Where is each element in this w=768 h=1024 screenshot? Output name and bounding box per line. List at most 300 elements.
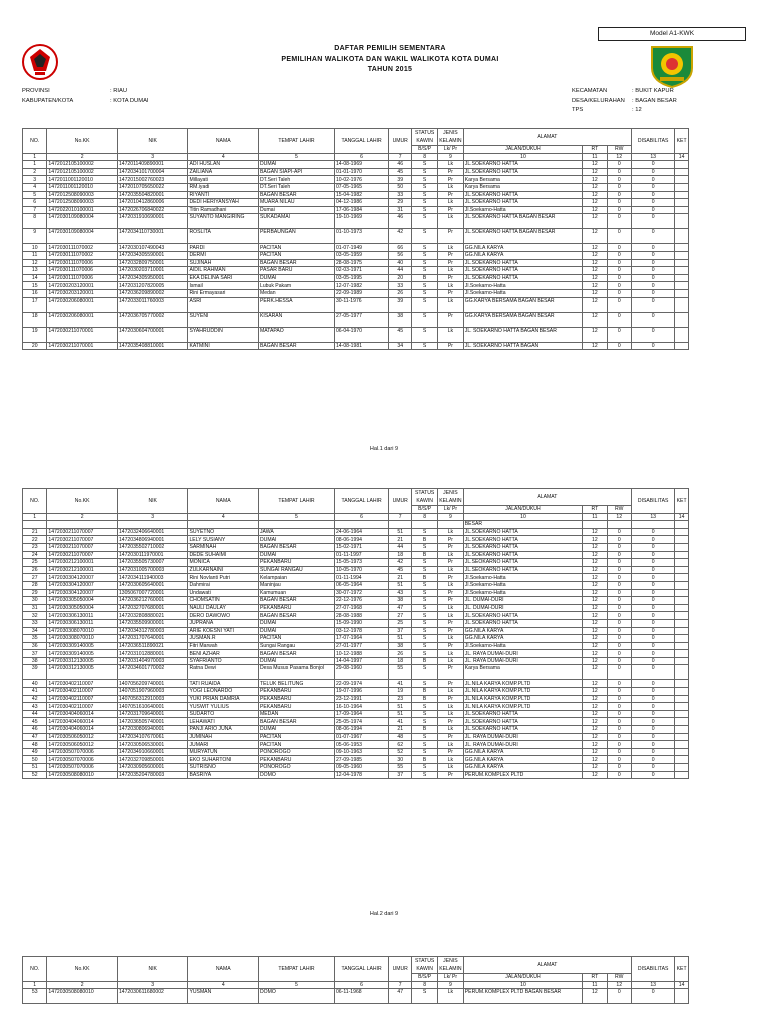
cell-nama: ASRI [188, 297, 259, 312]
cell-empty [259, 521, 335, 529]
cell-rw: 0 [607, 657, 631, 665]
cell-alamat-jalan: JL.SOEKARNO HATTA BAGAN BESAR [463, 229, 582, 244]
cell-rt: 12 [583, 244, 607, 252]
cell-nik: 1472030203710001 [117, 267, 188, 275]
cell-row-number: 42 [23, 695, 47, 703]
cell-jenis-kelamin: Lk [438, 756, 464, 764]
cell-nama: Rini Ermayasari [188, 289, 259, 297]
cell-ket [675, 635, 689, 643]
cell-rw: 0 [607, 597, 631, 605]
cell-rt: 12 [583, 657, 607, 665]
cell-disabilitas: 0 [631, 635, 674, 643]
table-row [23, 581, 689, 589]
cell-no-kk: 1472030111070006 [47, 274, 118, 282]
cell-alamat-jalan: JL. RAYA DUMAI-DURI [463, 741, 582, 749]
cell-alamat-jalan: Jl.Soekarno-Hatta [463, 581, 582, 589]
cell-tanggal-lahir: 10-12-1988 [334, 650, 388, 658]
cell-jenis-kelamin: Lk [438, 635, 464, 643]
cell-ket [675, 297, 689, 312]
cell-tanggal-lahir: 15-04-1982 [334, 191, 388, 199]
cell-nama: YUSMAN [188, 989, 259, 1004]
cell-row-number: 7 [23, 206, 47, 214]
table-row [23, 718, 689, 726]
cell-umur: 66 [389, 244, 412, 252]
cell-disabilitas: 0 [631, 726, 674, 734]
cell-umur: 46 [389, 161, 412, 169]
cell-rt: 12 [583, 206, 607, 214]
table-row [23, 627, 689, 635]
cell-nama: Ratna Dewi [188, 665, 259, 680]
cell-tanggal-lahir: 01-11-1997 [334, 551, 388, 559]
cell-row-number: 9 [23, 229, 47, 244]
cell-alamat-jalan: JL.SOEKARNO HATTA [463, 528, 582, 536]
cell-nama: RIYANTI [188, 191, 259, 199]
column-number: 2 [47, 153, 118, 161]
cell-rw: 0 [607, 327, 631, 342]
cell-rt: 12 [583, 282, 607, 290]
cell-no-kk: 1472012508090003 [47, 191, 118, 199]
cell-nama: BASRIYA [188, 771, 259, 779]
column-number: 4 [188, 981, 259, 989]
cell-tempat-lahir: PACITAN [259, 635, 335, 643]
header-umur: UMUR [389, 489, 412, 514]
cell-umur: 47 [389, 604, 412, 612]
cell-tanggal-lahir: 07-05-1965 [334, 183, 388, 191]
cell-status-kawin: S [412, 183, 438, 191]
cell-nama: Undawati [188, 589, 259, 597]
cell-jenis-kelamin: Pr [438, 733, 464, 741]
cell-no-kk: 1472030402110007 [47, 688, 118, 696]
column-number: 13 [631, 513, 674, 521]
cell-ket [675, 604, 689, 612]
cell-rt: 12 [583, 642, 607, 650]
table-row [23, 551, 689, 559]
cell-disabilitas: 0 [631, 244, 674, 252]
cell-tanggal-lahir: 30-07-1972 [334, 589, 388, 597]
cell-rt: 12 [583, 297, 607, 312]
table-row [23, 741, 689, 749]
cell-tanggal-lahir: 10-02-1976 [334, 176, 388, 184]
cell-alamat-jalan: JL.SOEKARNO HATTA [463, 726, 582, 734]
cell-tempat-lahir: Sungai Rangau [259, 642, 335, 650]
cell-nik: 1472036212760001 [117, 597, 188, 605]
cell-row-number: 12 [23, 259, 47, 267]
cell-status-kawin: S [412, 597, 438, 605]
cell-tanggal-lahir: 10-05-1970 [334, 566, 388, 574]
cell-rw: 0 [607, 665, 631, 680]
cell-status-kawin: B [412, 688, 438, 696]
cell-rw: 0 [607, 566, 631, 574]
cell-ket [675, 680, 689, 688]
cell-alamat-jalan: JL.SOEKARNO HATTA [463, 710, 582, 718]
cell-row-number: 20 [23, 342, 47, 350]
header-rt: RT [583, 506, 607, 514]
cell-ket [675, 282, 689, 290]
cell-nik: 1472032707680001 [117, 604, 188, 612]
cell-umur: 44 [389, 267, 412, 275]
column-number: 4 [188, 153, 259, 161]
cell-rt: 12 [583, 726, 607, 734]
cell-nama: PARDI [188, 244, 259, 252]
cell-nik: 1472010412860006 [117, 199, 188, 207]
cell-nik: 1472032406640001 [117, 528, 188, 536]
table-row [23, 665, 689, 680]
cell-alamat-jalan: GG.NILA KARYA [463, 244, 582, 252]
cell-alamat-continuation: BESAR [463, 521, 582, 529]
cell-tempat-lahir: PASAR BARU [259, 267, 335, 275]
cell-umur: 41 [389, 680, 412, 688]
cell-jenis-kelamin: Lk [438, 282, 464, 290]
cell-nik: 1472035408810001 [117, 342, 188, 350]
column-number: 2 [47, 981, 118, 989]
cell-ket [675, 274, 689, 282]
cell-umur: 41 [389, 718, 412, 726]
cell-jenis-kelamin: Pr [438, 718, 464, 726]
cell-jenis-kelamin: Pr [438, 627, 464, 635]
cell-jenis-kelamin: Pr [438, 259, 464, 267]
cell-umur: 51 [389, 528, 412, 536]
cell-disabilitas: 0 [631, 650, 674, 658]
cell-row-number: 24 [23, 551, 47, 559]
cell-row-number: 29 [23, 589, 47, 597]
cell-jenis-kelamin: Lk [438, 688, 464, 696]
cell-jenis-kelamin: Pr [438, 536, 464, 544]
cell-status-kawin: S [412, 710, 438, 718]
cell-no-kk: 1472022010100001 [47, 206, 118, 214]
cell-tanggal-lahir: 17-09-1964 [334, 710, 388, 718]
table-row [23, 589, 689, 597]
cell-umur: 40 [389, 259, 412, 267]
column-number: 6 [334, 153, 388, 161]
column-number: 9 [438, 981, 464, 989]
cell-alamat-jalan: JL. RAYA DUMAI-DURI [463, 657, 582, 665]
cell-tanggal-lahir: 01-10-1973 [334, 229, 388, 244]
cell-rw: 0 [607, 559, 631, 567]
cell-nik: 1407051907960003 [117, 688, 188, 696]
cell-tempat-lahir: Desa Musus Pasama Bonjol [259, 665, 335, 680]
cell-alamat-jalan: Karya Bersama [463, 183, 582, 191]
cell-tempat-lahir: BAGAN BESAR [259, 259, 335, 267]
column-number: 3 [117, 153, 188, 161]
column-number: 5 [259, 153, 335, 161]
header-rw: RW [607, 506, 631, 514]
cell-nama: ZAILIANA [188, 168, 259, 176]
cell-no-kk: 1472011001120010 [47, 183, 118, 191]
cell-jenis-kelamin: Lk [438, 528, 464, 536]
cell-ket [675, 551, 689, 559]
cell-status-kawin: S [412, 282, 438, 290]
header-alamat: ALAMAT [463, 489, 631, 506]
cell-status-kawin: S [412, 229, 438, 244]
table-row [23, 635, 689, 643]
cell-jenis-kelamin: Pr [438, 642, 464, 650]
cell-alamat-jalan: GG.NILA KARYA [463, 764, 582, 772]
cell-jenis-kelamin: Pr [438, 597, 464, 605]
cell-umur: 18 [389, 657, 412, 665]
cell-rt: 12 [583, 161, 607, 169]
cell-tanggal-lahir: 29-08-1960 [334, 665, 388, 680]
column-number: 6 [334, 981, 388, 989]
column-number: 10 [463, 513, 582, 521]
table-row [23, 214, 689, 229]
cell-umur: 27 [389, 612, 412, 620]
cell-ket [675, 312, 689, 327]
cell-row-number: 44 [23, 710, 47, 718]
cell-nama: Millayati [188, 176, 259, 184]
cell-ket [675, 657, 689, 665]
cell-ket [675, 703, 689, 711]
cell-jenis-kelamin: Pr [438, 206, 464, 214]
cell-status-kawin: S [412, 581, 438, 589]
cell-no-kk: 1472030304120007 [47, 589, 118, 597]
cell-nama: TATI RUAIDA [188, 680, 259, 688]
cell-rw: 0 [607, 741, 631, 749]
cell-rw: 0 [607, 161, 631, 169]
cell-rt: 12 [583, 274, 607, 282]
cell-status-kawin: B [412, 536, 438, 544]
column-number: 5 [259, 981, 335, 989]
table-row [23, 168, 689, 176]
cell-status-kawin: S [412, 259, 438, 267]
cell-umur: 56 [389, 251, 412, 259]
column-number: 7 [389, 981, 412, 989]
cell-no-kk: 1472012105100002 [47, 161, 118, 169]
kpu-logo [22, 44, 58, 80]
cell-umur: 26 [389, 289, 412, 297]
cell-umur: 45 [389, 327, 412, 342]
cell-nama: SUDARTO [188, 710, 259, 718]
cell-status-kawin: S [412, 214, 438, 229]
cell-tanggal-lahir: 24-06-1964 [334, 528, 388, 536]
cell-nama: LELY SUSIANY [188, 536, 259, 544]
cell-no-kk: 1472030111070002 [47, 244, 118, 252]
cell-rt: 12 [583, 635, 607, 643]
cell-tanggal-lahir: 09-10-1963 [334, 748, 388, 756]
cell-rt: 12 [583, 733, 607, 741]
cell-alamat-jalan: Jl.Soekarno-Hatta [463, 574, 582, 582]
cell-umur: 29 [389, 199, 412, 207]
cell-jenis-kelamin: Lk [438, 726, 464, 734]
cell-jenis-kelamin: Lk [438, 199, 464, 207]
cell-rt: 12 [583, 229, 607, 244]
cell-nik: 1472036209890002 [117, 289, 188, 297]
voter-table-page-2 [22, 488, 689, 779]
cell-no-kk: 1472030109080004 [47, 214, 118, 229]
cell-rt: 12 [583, 650, 607, 658]
cell-no-kk: 1472030304120007 [47, 574, 118, 582]
cell-ket [675, 764, 689, 772]
cell-umur: 51 [389, 710, 412, 718]
cell-row-number: 25 [23, 559, 47, 567]
cell-row-number: 38 [23, 657, 47, 665]
cell-rt: 12 [583, 168, 607, 176]
cell-rt: 12 [583, 267, 607, 275]
cell-jenis-kelamin: Pr [438, 289, 464, 297]
cell-row-number: 23 [23, 543, 47, 551]
cell-nama: JUMINAH [188, 733, 259, 741]
cell-tanggal-lahir: 15-09-1990 [334, 619, 388, 627]
cell-tanggal-lahir: 30-11-1976 [334, 297, 388, 312]
cell-rw: 0 [607, 642, 631, 650]
cell-jenis-kelamin: Pr [438, 574, 464, 582]
cell-tanggal-lahir: 01-11-1994 [334, 574, 388, 582]
cell-jenis-kelamin: Lk [438, 604, 464, 612]
cell-nik: 1472035509900001 [117, 619, 188, 627]
cell-alamat-jalan: JL.SOEKARNO HATTA [463, 267, 582, 275]
cell-rw: 0 [607, 756, 631, 764]
cell-tanggal-lahir: 14-08-1981 [334, 342, 388, 350]
column-number: 4 [188, 513, 259, 521]
table-row [23, 604, 689, 612]
cell-disabilitas: 0 [631, 733, 674, 741]
info-value: : KOTA DUMAI [110, 97, 149, 104]
cell-nama: YUSWIT YULIUS [188, 703, 259, 711]
cell-tempat-lahir: BAGAN BESAR [259, 543, 335, 551]
cell-row-number: 33 [23, 619, 47, 627]
cell-ket [675, 733, 689, 741]
cell-disabilitas: 0 [631, 206, 674, 214]
document-title [180, 44, 600, 76]
cell-alamat-jalan: JL.SEOKARNO HATTA [463, 566, 582, 574]
cell-tanggal-lahir: 15-02-1971 [334, 543, 388, 551]
cell-ket [675, 695, 689, 703]
cell-disabilitas: 0 [631, 589, 674, 597]
cell-row-number: 13 [23, 267, 47, 275]
cell-alamat-jalan: JL. DUMAI-DURI [463, 604, 582, 612]
header-nama: NAMA [188, 489, 259, 514]
header-nokk: No.KK [47, 489, 118, 514]
column-number: 14 [675, 513, 689, 521]
cell-alamat-jalan: JL. SOEKARNO HATTA BAGAN [463, 342, 582, 350]
cell-nama: DERO DAWOWO [188, 612, 259, 620]
cell-no-kk: 1472030508080010 [47, 989, 118, 1004]
cell-alamat-jalan: JL.SOEKARNO HATTA [463, 191, 582, 199]
cell-umur: 26 [389, 650, 412, 658]
cell-rt: 12 [583, 199, 607, 207]
cell-disabilitas: 0 [631, 229, 674, 244]
cell-nik: 1472034107670061 [117, 733, 188, 741]
cell-rw: 0 [607, 543, 631, 551]
table-row [23, 733, 689, 741]
cell-nama: JUMARI [188, 741, 259, 749]
header-tempat-lahir: TEMPAT LAHIR [259, 957, 335, 982]
header-rt: RT [583, 974, 607, 982]
column-number: 1 [23, 153, 47, 161]
cell-no-kk: 1472030508080010 [47, 771, 118, 779]
cell-row-number: 2 [23, 168, 47, 176]
cell-disabilitas: 0 [631, 183, 674, 191]
cell-alamat-jalan: JL.SOEKARNO HATTA [463, 259, 582, 267]
cell-row-number: 31 [23, 604, 47, 612]
column-number: 3 [117, 513, 188, 521]
cell-jenis-kelamin: Lk [438, 327, 464, 342]
cell-disabilitas: 0 [631, 597, 674, 605]
cell-nik: 1407056209740001 [117, 680, 188, 688]
cell-tanggal-lahir: 17-07-1964 [334, 635, 388, 643]
cell-disabilitas: 0 [631, 251, 674, 259]
cell-empty [438, 521, 464, 529]
region-info-right [572, 87, 677, 116]
table-row [23, 312, 689, 327]
cell-nik: 1407056312910003 [117, 695, 188, 703]
cell-status-kawin: S [412, 191, 438, 199]
table-row [23, 528, 689, 536]
cell-alamat-jalan: JL.NILA KARYA KOMP.PLTD [463, 688, 582, 696]
dumai-logo [648, 44, 696, 88]
cell-tanggal-lahir: 19-07-1996 [334, 688, 388, 696]
cell-ket [675, 771, 689, 779]
cell-disabilitas: 0 [631, 282, 674, 290]
cell-tempat-lahir: Medan [259, 289, 335, 297]
info-value: : RIAU [110, 88, 128, 94]
cell-tanggal-lahir: 25-05-1974 [334, 718, 388, 726]
cell-ket [675, 342, 689, 350]
cell-rw: 0 [607, 244, 631, 252]
cell-umur: 42 [389, 229, 412, 244]
cell-rt: 12 [583, 581, 607, 589]
cell-nik: 1472030107490043 [117, 244, 188, 252]
cell-empty [583, 521, 607, 529]
column-number: 9 [438, 153, 464, 161]
cell-umur: 50 [389, 183, 412, 191]
cell-nama: ARIE KOESNI YATI [188, 627, 259, 635]
table-row [23, 267, 689, 275]
cell-rt: 12 [583, 771, 607, 779]
cell-nama: SUYETNO [188, 528, 259, 536]
cell-disabilitas: 0 [631, 710, 674, 718]
cell-ket [675, 327, 689, 342]
cell-umur: 21 [389, 726, 412, 734]
cell-status-kawin: S [412, 764, 438, 772]
cell-no-kk: 1472030203120001 [47, 289, 118, 297]
header-disabilitas: DISABILITAS [631, 957, 674, 982]
cell-tanggal-lahir: 12-07-1982 [334, 282, 388, 290]
cell-ket [675, 665, 689, 680]
table-row [23, 244, 689, 252]
cell-row-number: 11 [23, 251, 47, 259]
cell-status-kawin: S [412, 543, 438, 551]
cell-nik: 1472033011760003 [117, 297, 188, 312]
cell-tanggal-lahir: 06-05-1964 [334, 581, 388, 589]
cell-status-kawin: S [412, 650, 438, 658]
cell-umur: 51 [389, 703, 412, 711]
cell-nik: 1472031707640001 [117, 635, 188, 643]
cell-rw: 0 [607, 619, 631, 627]
cell-tanggal-lahir: 27-01-1977 [334, 642, 388, 650]
header-ket: KET [675, 129, 689, 154]
cell-umur: 33 [389, 282, 412, 290]
cell-empty [23, 521, 47, 529]
cell-no-kk: 1472030402110007 [47, 695, 118, 703]
cell-status-kawin: B [412, 551, 438, 559]
cell-status-kawin: S [412, 733, 438, 741]
cell-rw: 0 [607, 214, 631, 229]
cell-disabilitas: 0 [631, 695, 674, 703]
cell-umur: 52 [389, 748, 412, 756]
cell-no-kk: 1472030404060014 [47, 710, 118, 718]
column-number: 1 [23, 513, 47, 521]
cell-umur: 45 [389, 168, 412, 176]
cell-rw: 0 [607, 581, 631, 589]
cell-umur: 42 [389, 559, 412, 567]
cell-rt: 12 [583, 176, 607, 184]
table-row [23, 251, 689, 259]
cell-alamat-jalan: JL. RAYA DUMAI-DURI [463, 733, 582, 741]
header-alamat: ALAMAT [463, 129, 631, 146]
cell-empty [117, 521, 188, 529]
cell-rw: 0 [607, 635, 631, 643]
info-key: KABUPATEN/KOTA [22, 97, 74, 104]
